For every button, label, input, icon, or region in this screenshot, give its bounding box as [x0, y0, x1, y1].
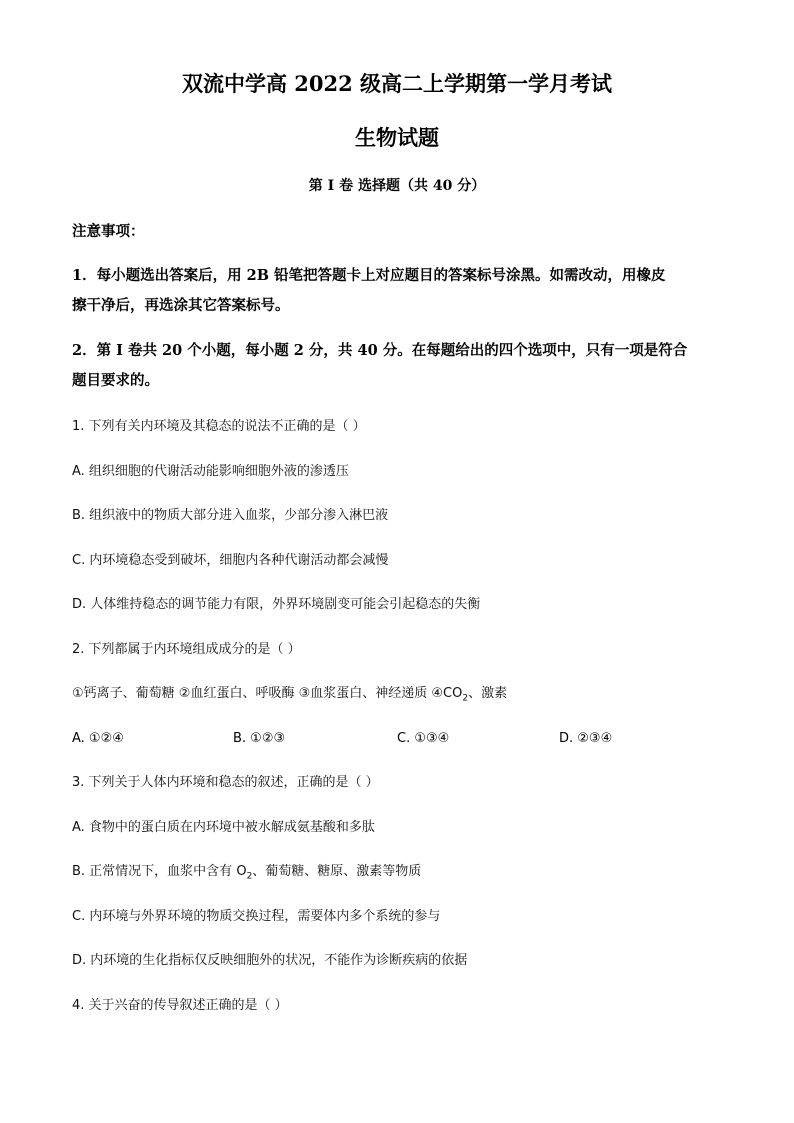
question-1-option-d: D. 人体维持稳态的调节能力有限，外界环境剧变可能会引起稳态的失衡: [72, 597, 481, 612]
question-3-option-d: D. 内环境的生化指标仅反映细胞外的状况，不能作为诊断疾病的依据: [72, 953, 468, 968]
question-1-option-a: A. 组织细胞的代谢活动能影响细胞外液的渗透压: [72, 464, 349, 479]
question-2-option-b: B. ①②③: [233, 731, 286, 746]
section-heading: 第 I 卷 选择题（共 40 分）: [308, 178, 486, 194]
question-2-items-suffix: 、激素: [468, 686, 508, 701]
notice-item-2-line-1: 2．第 I 卷共 20 个小题，每小题 2 分，共 40 分。在每题给出的四个选项中，只有一项是符合: [72, 342, 688, 359]
question-4-stem: 4. 关于兴奋的传导叙述正确的是（ ）: [72, 998, 288, 1013]
question-2-option-a: A. ①②④: [72, 731, 124, 746]
question-3-option-b-prefix: B. 正常情况下，血浆中含有 O: [72, 864, 247, 879]
subject-title: 生物试题: [355, 125, 439, 150]
notice-item-2-line-2: 题目要求的。: [72, 372, 159, 389]
question-2-options: [72, 729, 732, 749]
question-2-stem: 2. 下列都属于内环境组成成分的是（ ）: [72, 642, 301, 657]
question-2-option-c: C. ①③④: [397, 731, 450, 746]
notice-heading: 注意事项：: [72, 223, 145, 240]
exam-title: 双流中学高 2022 级高二上学期第一学月考试: [181, 71, 613, 96]
notice-item-1-line-1: 1．每小题选出答案后，用 2B 铅笔把答题卡上对应题目的答案标号涂黑。如需改动，用橡皮: [72, 267, 666, 284]
question-2-option-d: D. ②③④: [559, 731, 613, 746]
question-3-option-a: A. 食物中的蛋白质在内环境中被水解成氨基酸和多肽: [72, 820, 375, 835]
notice-item-1-line-2: 擦干净后，再选涂其它答案标号。: [72, 297, 290, 314]
question-2-items-prefix: ①钙离子、葡萄糖 ②血红蛋白、呼吸酶 ③血浆蛋白、神经递质 ④CO: [72, 686, 463, 701]
question-3-option-c: C. 内环境与外界环境的物质交换过程，需要体内多个系统的参与: [72, 909, 441, 924]
question-1-option-b: B. 组织液中的物质大部分进入血浆，少部分渗入淋巴液: [72, 508, 389, 523]
question-3-option-b: [72, 862, 421, 882]
question-3-option-b-subscript: 2: [246, 871, 253, 882]
question-3-option-b-suffix: 、葡萄糖、糖原、激素等物质: [252, 864, 422, 879]
question-3-stem: 3. 下列关于人体内环境和稳态的叙述，正确的是（ ）: [72, 775, 379, 790]
question-1-option-c: C. 内环境稳态受到破坏，细胞内各种代谢活动都会减慢: [72, 553, 389, 568]
question-1-stem: 1. 下列有关内环境及其稳态的说法不正确的是（ ）: [72, 419, 366, 434]
question-2-items-subscript: 2: [462, 693, 469, 704]
question-2-items: [72, 684, 507, 704]
